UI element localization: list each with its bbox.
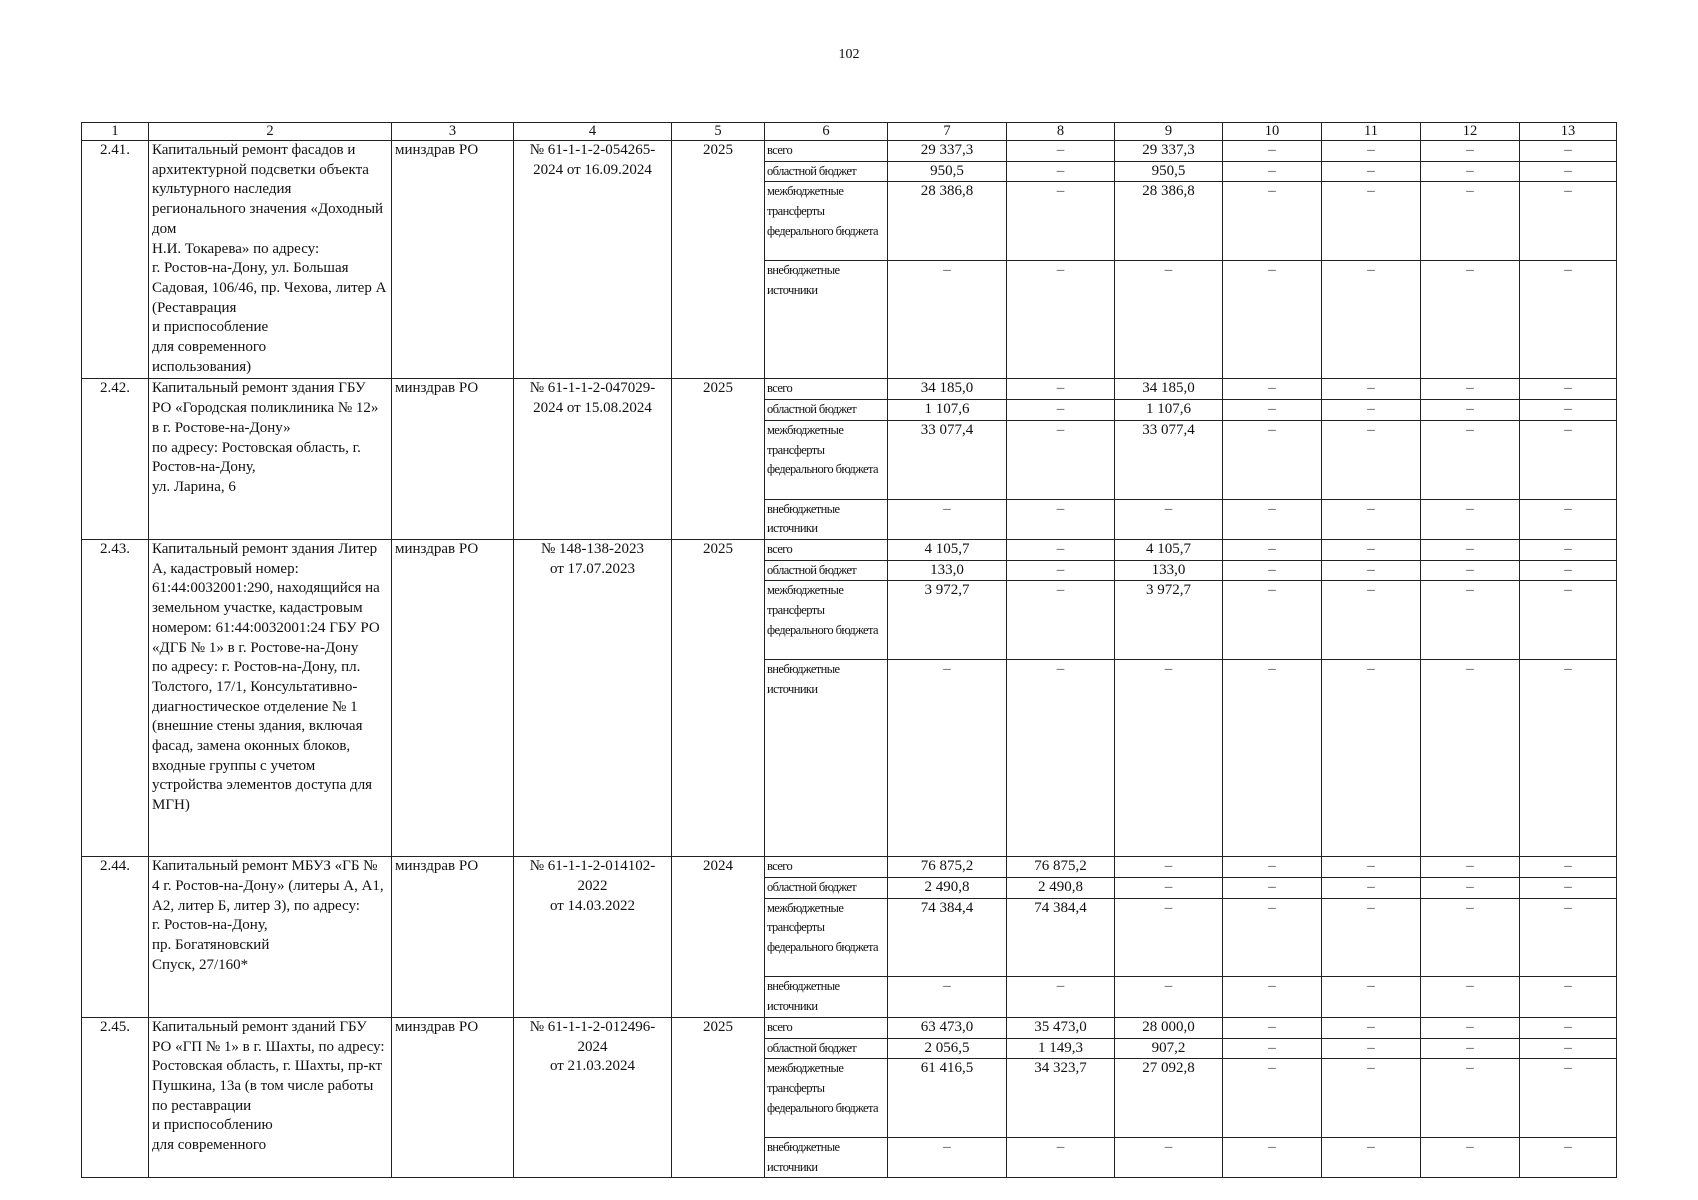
completion-year: 2025 [672,379,765,540]
amount-cell: – [1223,560,1322,581]
amount-cell: 28 386,8 [1115,182,1223,261]
table-row [82,1017,1617,1038]
amount-cell: 33 077,4 [888,420,1007,499]
amount-cell: 34 185,0 [888,379,1007,400]
amount-cell: 950,5 [1115,161,1223,182]
amount-cell: 28 386,8 [888,182,1007,261]
amount-cell: – [1322,877,1421,898]
amount-cell: – [1520,540,1617,561]
funding-source: внебюджетные источники [765,977,888,1017]
amount-cell: 34 185,0 [1115,379,1223,400]
amount-cell: – [1520,1038,1617,1059]
funding-source: внебюджетные источники [765,1138,888,1178]
funding-source: межбюджетные трансферты федерального бюджета [765,581,888,660]
row-number: 2.42. [82,379,149,540]
amount-cell: 28 000,0 [1115,1017,1223,1038]
amount-cell: 2 056,5 [888,1038,1007,1059]
amount-cell: 74 384,4 [888,898,1007,977]
amount-cell: – [1007,660,1115,857]
amount-cell: – [1520,877,1617,898]
amount-cell: – [1115,977,1223,1017]
amount-cell: – [1421,141,1520,162]
amount-cell: – [1007,261,1115,379]
amount-cell: 27 092,8 [1115,1059,1223,1138]
document-ref: № 61-1-1-2-054265-2024 от 16.09.2024 [514,141,672,379]
amount-cell: – [1007,581,1115,660]
funding-source: внебюджетные источники [765,660,888,857]
amount-cell: – [1520,161,1617,182]
amount-cell: – [1223,141,1322,162]
funding-source: областной бюджет [765,560,888,581]
amount-cell: – [1421,560,1520,581]
amount-cell: – [1223,1138,1322,1178]
col-header: 6 [765,123,888,141]
amount-cell: – [1223,261,1322,379]
responsible-org: минздрав РО [392,379,514,540]
amount-cell: 76 875,2 [888,857,1007,878]
amount-cell: – [888,499,1007,539]
amount-cell: – [1421,1017,1520,1038]
amount-cell: – [1223,499,1322,539]
col-header: 7 [888,123,1007,141]
amount-cell: – [1115,877,1223,898]
amount-cell: – [1223,660,1322,857]
amount-cell: – [1322,1059,1421,1138]
row-number: 2.43. [82,540,149,857]
amount-cell: – [1115,898,1223,977]
amount-cell: 133,0 [888,560,1007,581]
col-header: 13 [1520,123,1617,141]
amount-cell: – [1223,1017,1322,1038]
funding-source: всего [765,540,888,561]
amount-cell: 133,0 [1115,560,1223,581]
col-header: 5 [672,123,765,141]
amount-cell: – [1520,898,1617,977]
amount-cell: 4 105,7 [1115,540,1223,561]
col-header: 3 [392,123,514,141]
amount-cell: 74 384,4 [1007,898,1115,977]
amount-cell: – [1421,540,1520,561]
object-name: Капитальный ремонт здания ГБУ РО «Городская поликлиника № 12» в г. Ростове-на-Дону» по адресу: Ростовская область, г. Ростов-на-Дону, ул. Ларина, 6 [149,379,392,540]
amount-cell: – [1007,141,1115,162]
document-ref: № 61-1-1-2-014102-2022 от 14.03.2022 [514,857,672,1018]
funding-source: межбюджетные трансферты федерального бюджета [765,898,888,977]
amount-cell: – [1223,581,1322,660]
funding-source: областной бюджет [765,877,888,898]
amount-cell: 1 107,6 [888,400,1007,421]
amount-cell: 3 972,7 [888,581,1007,660]
amount-cell: 61 416,5 [888,1059,1007,1138]
amount-cell: – [1223,182,1322,261]
amount-cell: 4 105,7 [888,540,1007,561]
amount-cell: – [1223,161,1322,182]
amount-cell: – [1322,420,1421,499]
amount-cell: – [1322,660,1421,857]
object-name: Капитальный ремонт МБУЗ «ГБ № 4 г. Ростов-на-Дону» (литеры А, А1, А2, литер Б, литер З), по адресу: г. Ростов-на-Дону, пр. Богатяновский Спуск, 27/160* [149,857,392,1018]
amount-cell: 34 323,7 [1007,1059,1115,1138]
amount-cell: – [1223,379,1322,400]
amount-cell: – [1007,379,1115,400]
amount-cell: – [1322,1038,1421,1059]
col-header: 4 [514,123,672,141]
amount-cell: – [1007,161,1115,182]
amount-cell: – [1223,420,1322,499]
amount-cell: – [1421,1038,1520,1059]
amount-cell: – [1421,379,1520,400]
amount-cell: – [1322,857,1421,878]
amount-cell: – [1115,660,1223,857]
completion-year: 2024 [672,857,765,1018]
amount-cell: 29 337,3 [888,141,1007,162]
amount-cell: 63 473,0 [888,1017,1007,1038]
amount-cell: – [1520,261,1617,379]
amount-cell: – [1421,161,1520,182]
amount-cell: – [1421,499,1520,539]
amount-cell: – [1520,182,1617,261]
amount-cell: – [1520,420,1617,499]
amount-cell: – [1520,977,1617,1017]
amount-cell: – [1007,560,1115,581]
document-ref: № 61-1-1-2-012496-2024 от 21.03.2024 [514,1017,672,1178]
amount-cell: – [1421,1059,1520,1138]
amount-cell: – [1520,499,1617,539]
table-row [82,379,1617,400]
table-row [82,141,1617,162]
funding-source: областной бюджет [765,161,888,182]
amount-cell: – [1520,1059,1617,1138]
amount-cell: – [1223,1059,1322,1138]
amount-cell: – [1007,499,1115,539]
amount-cell: – [1421,977,1520,1017]
amount-cell: – [888,977,1007,1017]
amount-cell: – [1421,581,1520,660]
amount-cell: – [1223,857,1322,878]
col-header: 2 [149,123,392,141]
col-header: 1 [82,123,149,141]
amount-cell: 1 149,3 [1007,1038,1115,1059]
funding-source: областной бюджет [765,1038,888,1059]
amount-cell: – [1421,660,1520,857]
amount-cell: – [888,261,1007,379]
amount-cell: – [888,660,1007,857]
amount-cell: – [1007,540,1115,561]
amount-cell: – [1520,400,1617,421]
amount-cell: – [1421,182,1520,261]
amount-cell: 2 490,8 [1007,877,1115,898]
amount-cell: – [1322,400,1421,421]
amount-cell: – [1421,857,1520,878]
header-row [82,123,1617,141]
table-row [82,540,1617,561]
amount-cell: – [1322,581,1421,660]
amount-cell: – [1115,857,1223,878]
amount-cell: 1 107,6 [1115,400,1223,421]
amount-cell: – [1520,560,1617,581]
funding-source: всего [765,1017,888,1038]
responsible-org: минздрав РО [392,141,514,379]
amount-cell: – [1223,877,1322,898]
amount-cell: – [1322,977,1421,1017]
amount-cell: – [1007,1138,1115,1178]
budget-table [81,122,1617,1178]
amount-cell: – [1223,898,1322,977]
amount-cell: – [1520,1017,1617,1038]
responsible-org: минздрав РО [392,857,514,1018]
amount-cell: – [1322,182,1421,261]
object-name: Капитальный ремонт фасадов и архитектурной подсветки объекта культурного наследия регионального значения «Доходный дом Н.И. Токарева» по адресу: г. Ростов-на-Дону, ул. Большая Садовая, 106/46, пр. Чехова, литер А (Реставрация и приспособление для современного использования) [149,141,392,379]
amount-cell: 2 490,8 [888,877,1007,898]
amount-cell: – [1421,400,1520,421]
responsible-org: минздрав РО [392,1017,514,1178]
funding-source: всего [765,141,888,162]
page-number: 102 [838,47,860,62]
funding-source: межбюджетные трансферты федерального бюджета [765,1059,888,1138]
col-header: 9 [1115,123,1223,141]
amount-cell: 29 337,3 [1115,141,1223,162]
amount-cell: – [1520,857,1617,878]
amount-cell: – [888,1138,1007,1178]
amount-cell: 35 473,0 [1007,1017,1115,1038]
amount-cell: – [1421,261,1520,379]
completion-year: 2025 [672,540,765,857]
amount-cell: – [1421,898,1520,977]
amount-cell: – [1223,540,1322,561]
funding-source: всего [765,379,888,400]
col-header: 12 [1421,123,1520,141]
amount-cell: – [1421,877,1520,898]
col-header: 10 [1223,123,1322,141]
amount-cell: – [1007,977,1115,1017]
amount-cell: – [1007,420,1115,499]
amount-cell: – [1421,1138,1520,1178]
amount-cell: – [1007,182,1115,261]
responsible-org: минздрав РО [392,540,514,857]
amount-cell: – [1322,540,1421,561]
amount-cell: – [1322,898,1421,977]
row-number: 2.44. [82,857,149,1018]
amount-cell: – [1322,261,1421,379]
amount-cell: – [1520,581,1617,660]
row-number: 2.45. [82,1017,149,1178]
amount-cell: – [1115,499,1223,539]
amount-cell: – [1322,560,1421,581]
document-ref: № 148-138-2023 от 17.07.2023 [514,540,672,857]
amount-cell: – [1421,420,1520,499]
amount-cell: 33 077,4 [1115,420,1223,499]
amount-cell: – [1223,1038,1322,1059]
col-header: 8 [1007,123,1115,141]
row-number: 2.41. [82,141,149,379]
amount-cell: – [1115,1138,1223,1178]
table-row [82,857,1617,878]
amount-cell: – [1322,141,1421,162]
amount-cell: 76 875,2 [1007,857,1115,878]
document-ref: № 61-1-1-2-047029-2024 от 15.08.2024 [514,379,672,540]
funding-source: областной бюджет [765,400,888,421]
object-name: Капитальный ремонт здания Литер А, кадастровый номер: 61:44:0032001:290, находящийся на земельном участке, кадастровым номером: 61:44:0032001:24 ГБУ РО «ДГБ № 1» в г. Ростове-на-Дону по адресу: г. Ростов-на-Дону, пл. Толстого, 17/1, Консультативно-диагностическое отделение № 1 (внешние стены здания, включая фасад, замена оконных блоков, входные группы с учетом устройства элементов доступа для МГН) [149,540,392,857]
amount-cell: – [1520,1138,1617,1178]
object-name: Капитальный ремонт зданий ГБУ РО «ГП № 1» в г. Шахты, по адресу: Ростовская область, г. Шахты, пр-кт Пушкина, 13а (в том числе работы по реставрации и приспособлению для современного [149,1017,392,1178]
amount-cell: – [1007,400,1115,421]
amount-cell: 950,5 [888,161,1007,182]
funding-source: внебюджетные источники [765,261,888,379]
completion-year: 2025 [672,1017,765,1178]
completion-year: 2025 [672,141,765,379]
amount-cell: 3 972,7 [1115,581,1223,660]
amount-cell: – [1223,400,1322,421]
amount-cell: – [1322,499,1421,539]
amount-cell: – [1223,977,1322,1017]
amount-cell: – [1115,261,1223,379]
amount-cell: 907,2 [1115,1038,1223,1059]
funding-source: всего [765,857,888,878]
amount-cell: – [1520,660,1617,857]
funding-source: межбюджетные трансферты федерального бюджета [765,182,888,261]
amount-cell: – [1322,1138,1421,1178]
amount-cell: – [1322,379,1421,400]
amount-cell: – [1520,141,1617,162]
amount-cell: – [1322,1017,1421,1038]
amount-cell: – [1322,161,1421,182]
amount-cell: – [1520,379,1617,400]
funding-source: межбюджетные трансферты федерального бюджета [765,420,888,499]
funding-source: внебюджетные источники [765,499,888,539]
col-header: 11 [1322,123,1421,141]
